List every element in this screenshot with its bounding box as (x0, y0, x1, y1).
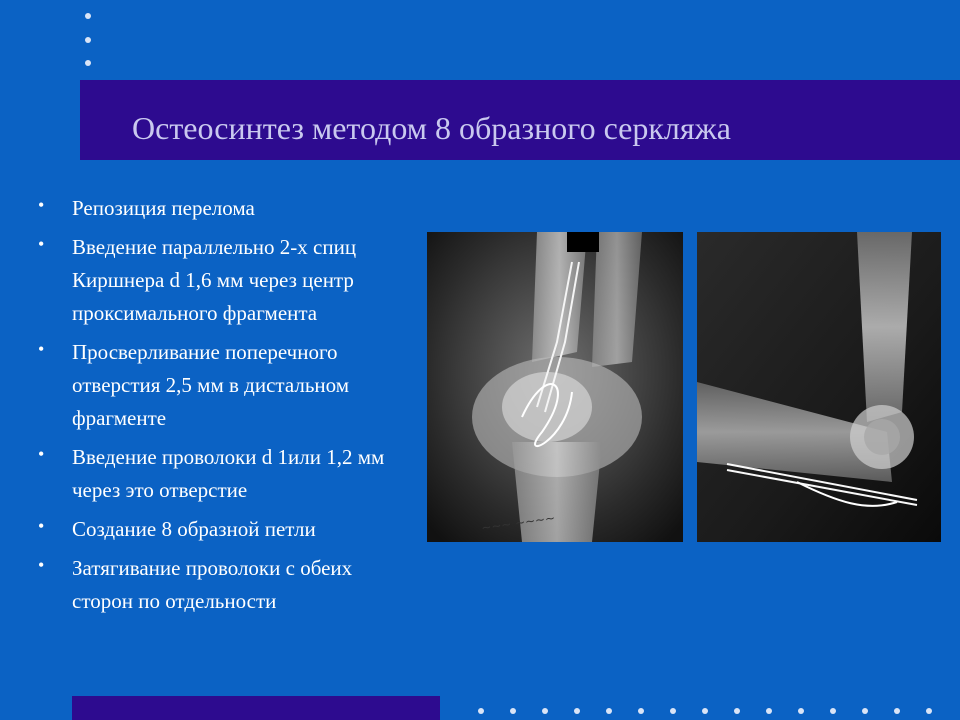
bullet-icon: • (38, 444, 45, 464)
decor-dot (766, 708, 772, 714)
decor-dot (606, 708, 612, 714)
list-item-text: Введение проволоки d 1или 1,2 мм через это отверстие (72, 445, 385, 502)
list-item (38, 513, 418, 546)
decor-dot (798, 708, 804, 714)
bullet-icon: • (38, 195, 45, 215)
list-item-text: Введение параллельно 2-х спиц Киршнера d 1,6 мм через центр проксимального фрагмента (72, 235, 357, 325)
bullet-icon: • (38, 339, 45, 359)
list-item-text: Просверливание поперечного отверстия 2,5 мм в дистальном фрагменте (72, 340, 350, 430)
bullet-icon: • (38, 234, 45, 254)
decor-dot (638, 708, 644, 714)
list-item-text: Создание 8 образной петли (72, 517, 316, 541)
decor-dot (574, 708, 580, 714)
list-item-text: Репозиция перелома (72, 196, 255, 220)
list-item (38, 441, 418, 507)
bullet-icon: • (38, 516, 45, 536)
decor-dot (542, 708, 548, 714)
decor-dot (85, 60, 91, 66)
decor-dot (85, 13, 91, 19)
list-item (38, 192, 418, 225)
decor-dot (670, 708, 676, 714)
footer-bar (72, 696, 440, 720)
decor-dot (85, 37, 91, 43)
decor-dot (510, 708, 516, 714)
list-item (38, 552, 418, 618)
decor-dot (926, 708, 932, 714)
decor-dot (734, 708, 740, 714)
slide-title: Остеосинтез методом 8 образного серкляжа (132, 110, 731, 146)
svg-text:~~~ ~~~~: ~~~ ~~~~ (480, 510, 556, 535)
xray-image-lateral (697, 232, 941, 542)
bullet-icon: • (38, 555, 45, 575)
list-item (38, 336, 418, 435)
decor-dot (702, 708, 708, 714)
decor-dot (862, 708, 868, 714)
decor-dot (894, 708, 900, 714)
xray-image-frontal (427, 232, 683, 542)
bullet-list (38, 192, 418, 624)
decor-dot (478, 708, 484, 714)
list-item (38, 231, 418, 330)
list-item-text: Затягивание проволоки с обеих сторон по отдельности (72, 556, 353, 613)
decor-dot (830, 708, 836, 714)
